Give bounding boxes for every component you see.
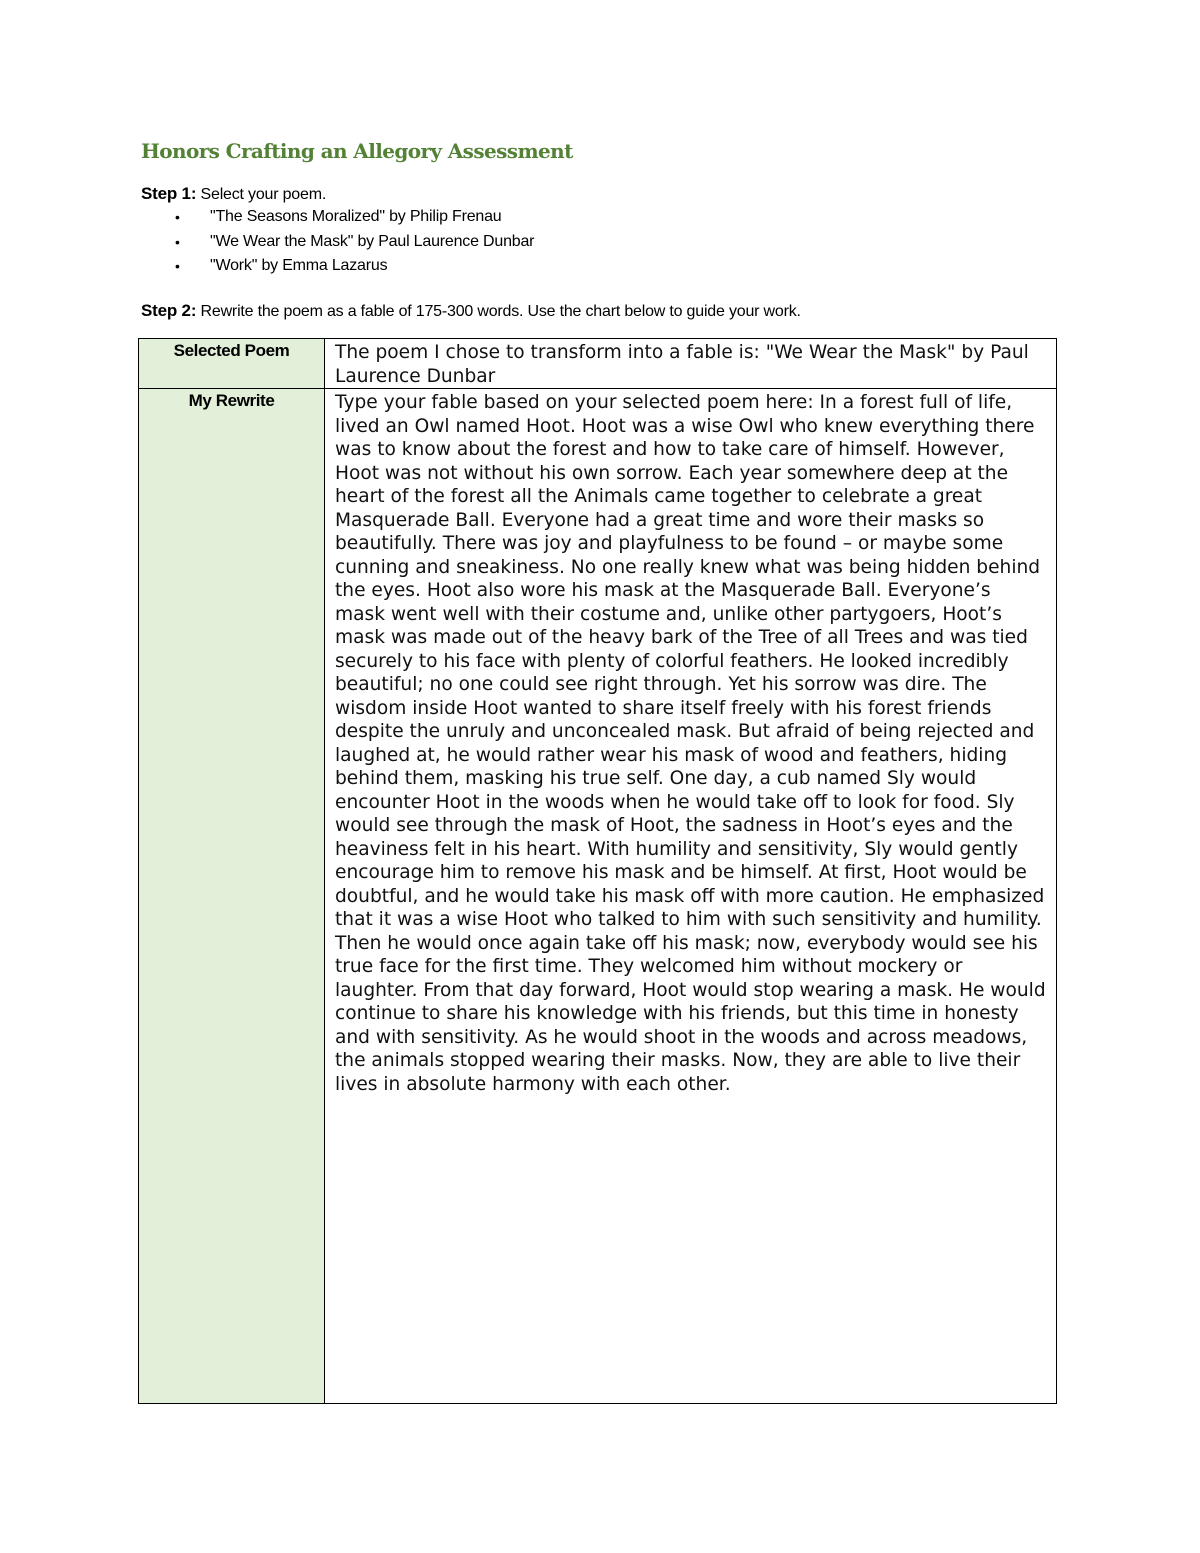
step-2-label: Step 2: <box>141 301 197 320</box>
poem-option-text: "Work" by Emma Lazarus <box>210 257 388 274</box>
poem-option <box>141 206 534 231</box>
step-1-instruction <box>141 184 326 204</box>
poem-options-list <box>141 206 534 280</box>
step-2-instruction <box>141 301 801 321</box>
bullet-icon: • <box>175 209 180 225</box>
document-title: Honors Crafting an Allegory Assessment <box>141 139 573 163</box>
bullet-icon: • <box>175 258 180 274</box>
step-2-text: Rewrite the poem as a fable of 175-300 words. Use the chart below to guide your work. <box>196 303 801 320</box>
selected-poem-label: Selected Poem <box>139 339 325 389</box>
poem-option-text: "The Seasons Moralized" by Philip Frenau <box>210 208 502 225</box>
selected-poem-text[interactable]: The poem I chose to transform into a fable is: "We Wear the Mask" by Paul Laurence Dunbar <box>325 339 1057 389</box>
rewrite-text[interactable]: Type your fable based on your selected poem here: In a forest full of life, lived an Owl named Hoot. Hoot was a wise Owl who knew everything there was to know about the forest and how to take care of himself. However, Hoot was not without his own sorrow. Each year somewhere deep at the heart of the forest all the Animals came together to celebrate a great Masquerade Ball. Everyone had a great time and wore their masks so beautifully. There was joy and playfulness to be found – or maybe some cunning and sneakiness. No one really knew what was being hidden behind the eyes. Hoot also wore his mask at the Masquerade Ball. Everyone’s mask went well with their costume and, unlike other partygoers, Hoot’s mask was made out of the heavy bark of the Tree of all Trees and was tied securely to his face with plenty of colorful feathers. He looked incredibly beautiful; no one could see right through. Yet his sorrow was dire. The wisdom inside Hoot wanted to share itself freely with his forest friends despite the unruly and unconcealed mask. But afraid of being rejected and laughed at, he would rather wear his mask of wood and feathers, hiding behind them, masking his true self. One day, a cub named Sly would encounter Hoot in the woods when he would take off to look for food. Sly would see through the mask of Hoot, the sadness in Hoot’s eyes and the heaviness felt in his heart. With humility and sensitivity, Sly would gently encourage him to remove his mask and be himself. At first, Hoot would be doubtful, and he would take his mask off with more caution. He emphasized that it was a wise Hoot who talked to him with such sensitivity and humility. Then he would once again take off his mask; now, everybody would see his true face for the first time. They welcomed him without mockery or laughter. From that day forward, Hoot would stop wearing a mask. He would continue to share his knowledge with his friends, but this time in honesty and with sensitivity. As he would shoot in the woods and across meadows, the animals stopped wearing their masks. Now, they are able to live their lives in absolute harmony with each other. <box>325 389 1057 1404</box>
fable-chart <box>138 338 1057 1404</box>
poem-option-text: "We Wear the Mask" by Paul Laurence Dunbar <box>210 232 535 250</box>
selected-poem-row <box>139 339 1057 389</box>
poem-option <box>141 255 534 280</box>
bullet-icon: • <box>175 233 180 250</box>
poem-option <box>141 231 534 256</box>
step-1-text: Select your poem. <box>196 186 327 203</box>
rewrite-row <box>139 389 1057 1404</box>
rewrite-label: My Rewrite <box>139 389 325 1404</box>
step-1-label: Step 1: <box>141 184 197 203</box>
